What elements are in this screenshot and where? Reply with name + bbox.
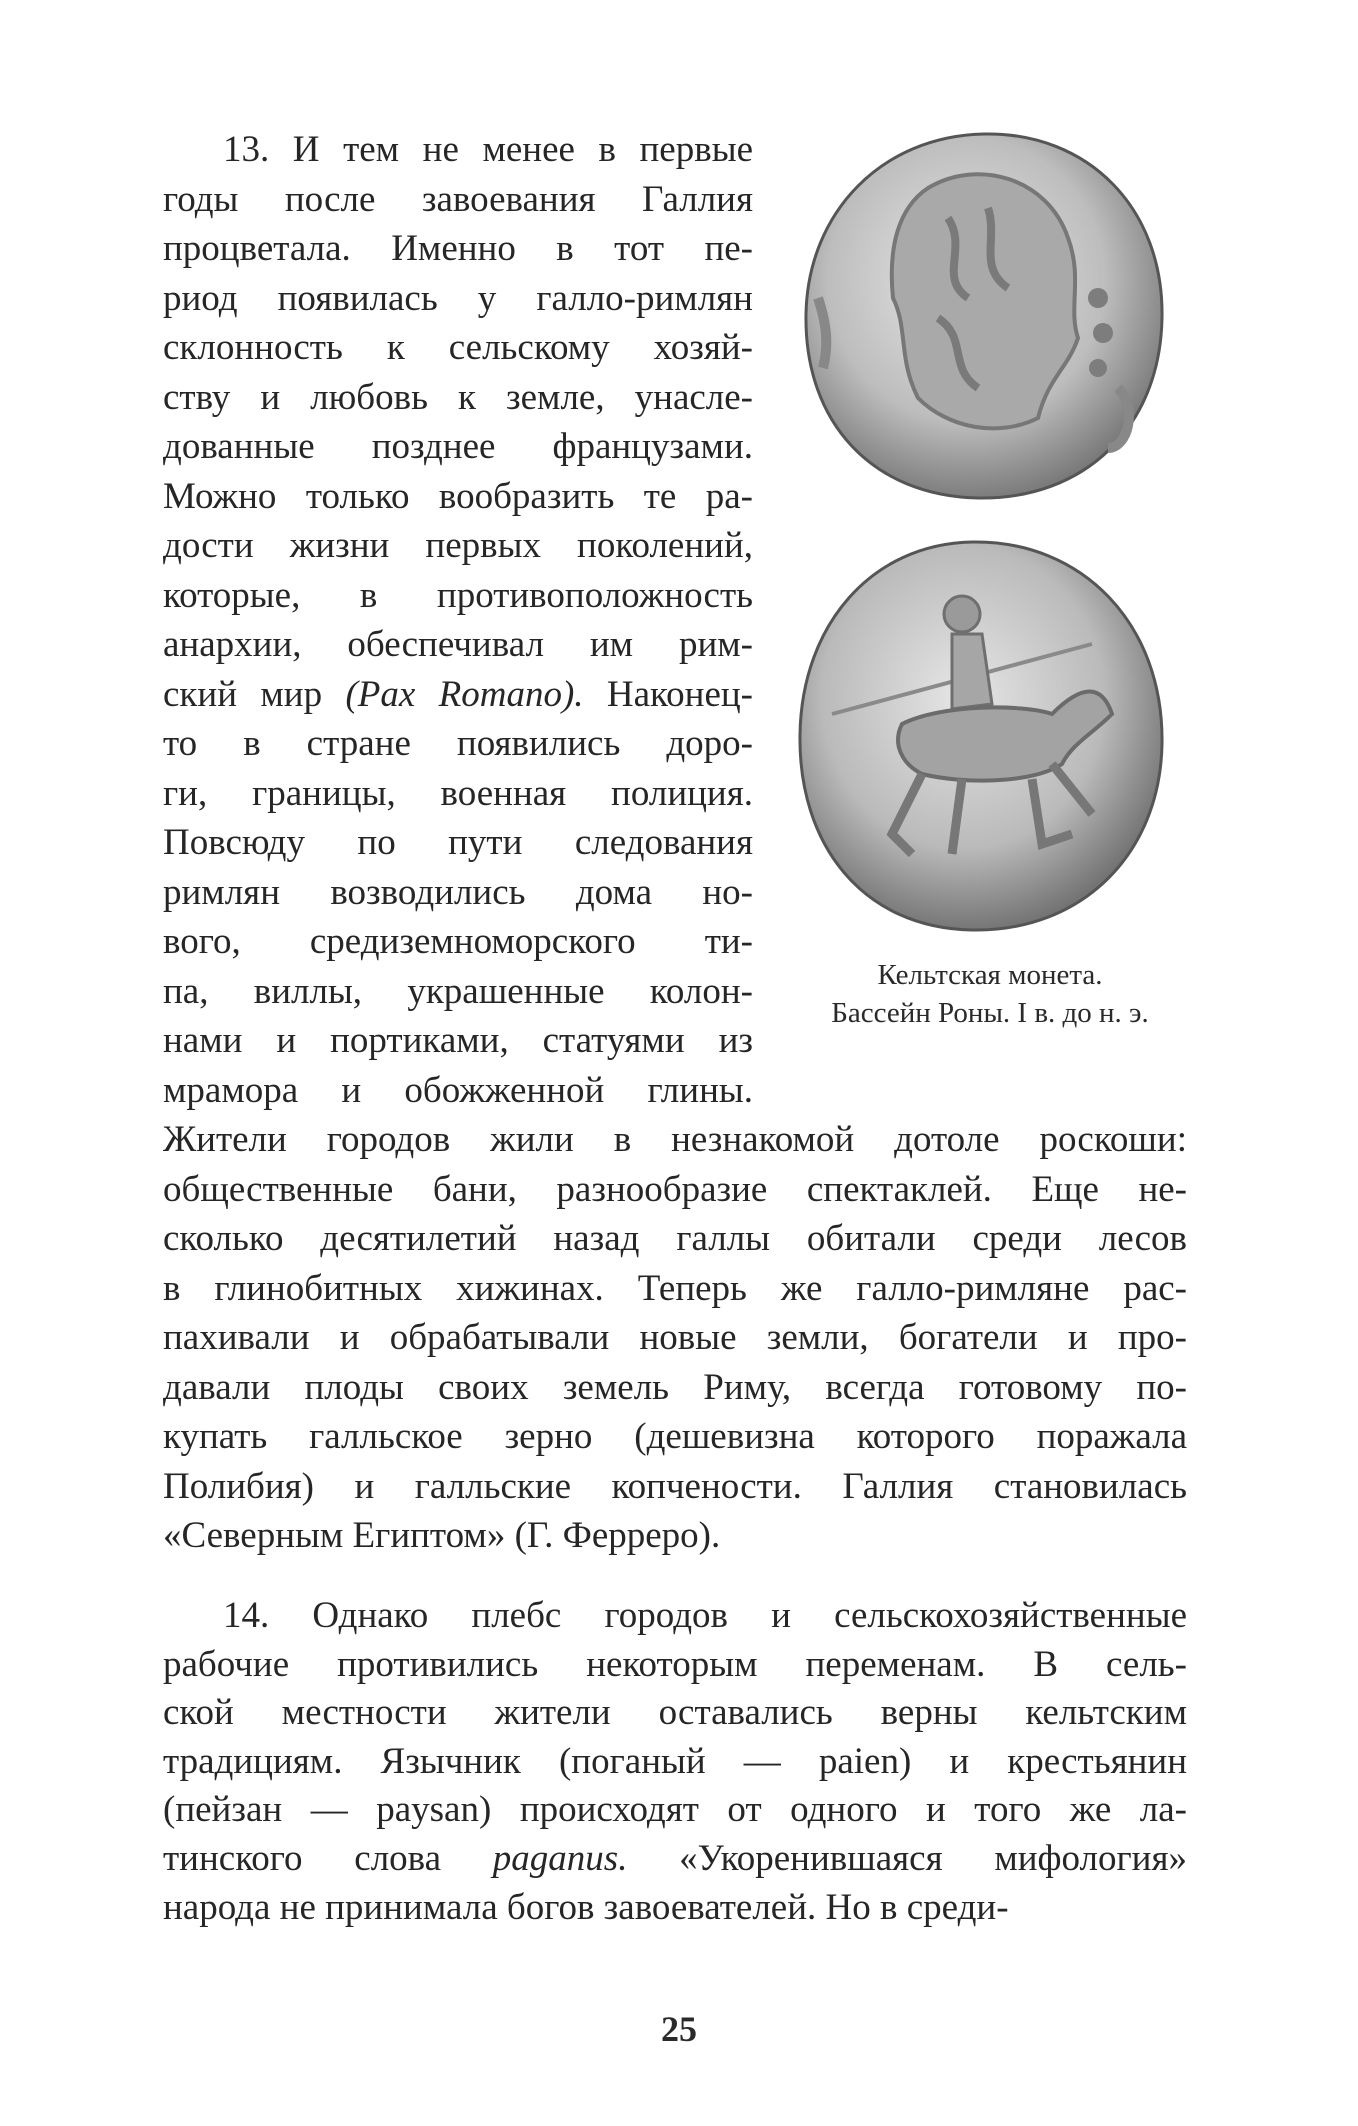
text-line: мрамора и обожженной глины. bbox=[163, 1069, 753, 1111]
figure-caption bbox=[760, 956, 1220, 1032]
text-segment: ский мир bbox=[163, 673, 346, 715]
text-line: процветала. Именно в тот пе- bbox=[163, 228, 753, 269]
text-line: давали плоды своих земель Риму, всегда готовому по- bbox=[163, 1366, 1187, 1408]
paragraph-14 bbox=[163, 1592, 1187, 1932]
text-segment: тинского слова bbox=[163, 1837, 493, 1879]
text-line: ги, границы, военная полиция. bbox=[163, 772, 753, 814]
text-line: пахивали и обрабатывали новые земли, богатели и про- bbox=[163, 1317, 1187, 1358]
text-line: Можно только вообразить те ра- bbox=[163, 475, 753, 517]
text-line: риод появилась у галло-римлян bbox=[163, 277, 753, 319]
text-line: то в стране появились доро- bbox=[163, 723, 753, 764]
text-line: купать галльское зерно (дешевизна которого поражала bbox=[163, 1416, 1187, 1457]
text-segment: Наконец- bbox=[583, 673, 753, 715]
text-line: традициям. Язычник (поганый — paien) и крестьянин bbox=[163, 1740, 1187, 1782]
text-segment: «Укоренившаяся мифология» bbox=[627, 1837, 1187, 1879]
text-line: па, виллы, украшенные колон- bbox=[163, 970, 753, 1012]
celtic-coin-obverse-image bbox=[798, 128, 1170, 504]
text-line: Повсюду по пути следования bbox=[163, 822, 753, 863]
text-line: «Северным Египтом» (Г. Ферреро). bbox=[163, 1515, 721, 1556]
text-line: римлян возводились дома но- bbox=[163, 871, 753, 913]
text-line: вого, средиземноморского ти- bbox=[163, 921, 753, 962]
text-line: нами и портиками, статуями из bbox=[163, 1020, 753, 1061]
text-line: анархии, обеспечивал им рим- bbox=[163, 624, 753, 665]
caption-line-1: Кельтская монета. bbox=[877, 959, 1103, 991]
text-line: 13. И тем не менее в первые bbox=[223, 129, 753, 170]
text-line: народа не принимала богов завоевателей. Но в среди- bbox=[163, 1886, 1009, 1928]
text-line: в глинобитных хижинах. Теперь же галло-римляне рас- bbox=[163, 1267, 1187, 1309]
text-line: годы после завоевания Галлия bbox=[163, 178, 753, 220]
italic-term: paganus. bbox=[492, 1837, 628, 1879]
text-line: которые, в противоположность bbox=[163, 574, 753, 616]
text-line: ству и любовь к земле, унасле- bbox=[163, 376, 753, 418]
italic-term: (Pax Romano). bbox=[345, 673, 584, 715]
text-line: (пейзан — paysan) происходят от одного и того же ла- bbox=[163, 1789, 1187, 1831]
text-line: сколько десятилетий назад галлы обитали среди лесов bbox=[163, 1218, 1187, 1259]
text-line: Полибия) и галльские копчености. Галлия становилась bbox=[163, 1465, 1187, 1507]
text-line: дованные позднее французами. bbox=[163, 426, 753, 467]
text-line: рабочие противились некоторым переменам. В сель- bbox=[163, 1643, 1187, 1685]
text-line bbox=[163, 670, 753, 720]
text-line: ской местности жители оставались верны кельтским bbox=[163, 1692, 1187, 1734]
text-line bbox=[163, 1835, 1187, 1884]
caption-line-2: Бассейн Роны. I в. до н. э. bbox=[831, 997, 1149, 1029]
page-number: 25 bbox=[661, 2009, 697, 2049]
text-line: общественные бани, разнообразие спектаклей. Еще не- bbox=[163, 1168, 1187, 1210]
text-line: склонность к сельскому хозяй- bbox=[163, 327, 753, 368]
text-line: 14. Однако плебс городов и сельскохозяйственные bbox=[223, 1595, 1187, 1636]
text-line: дости жизни первых поколений, bbox=[163, 525, 753, 566]
celtic-coin-reverse-image bbox=[792, 534, 1170, 938]
text-line: Жители городов жили в незнакомой дотоле роскоши: bbox=[163, 1119, 1187, 1160]
